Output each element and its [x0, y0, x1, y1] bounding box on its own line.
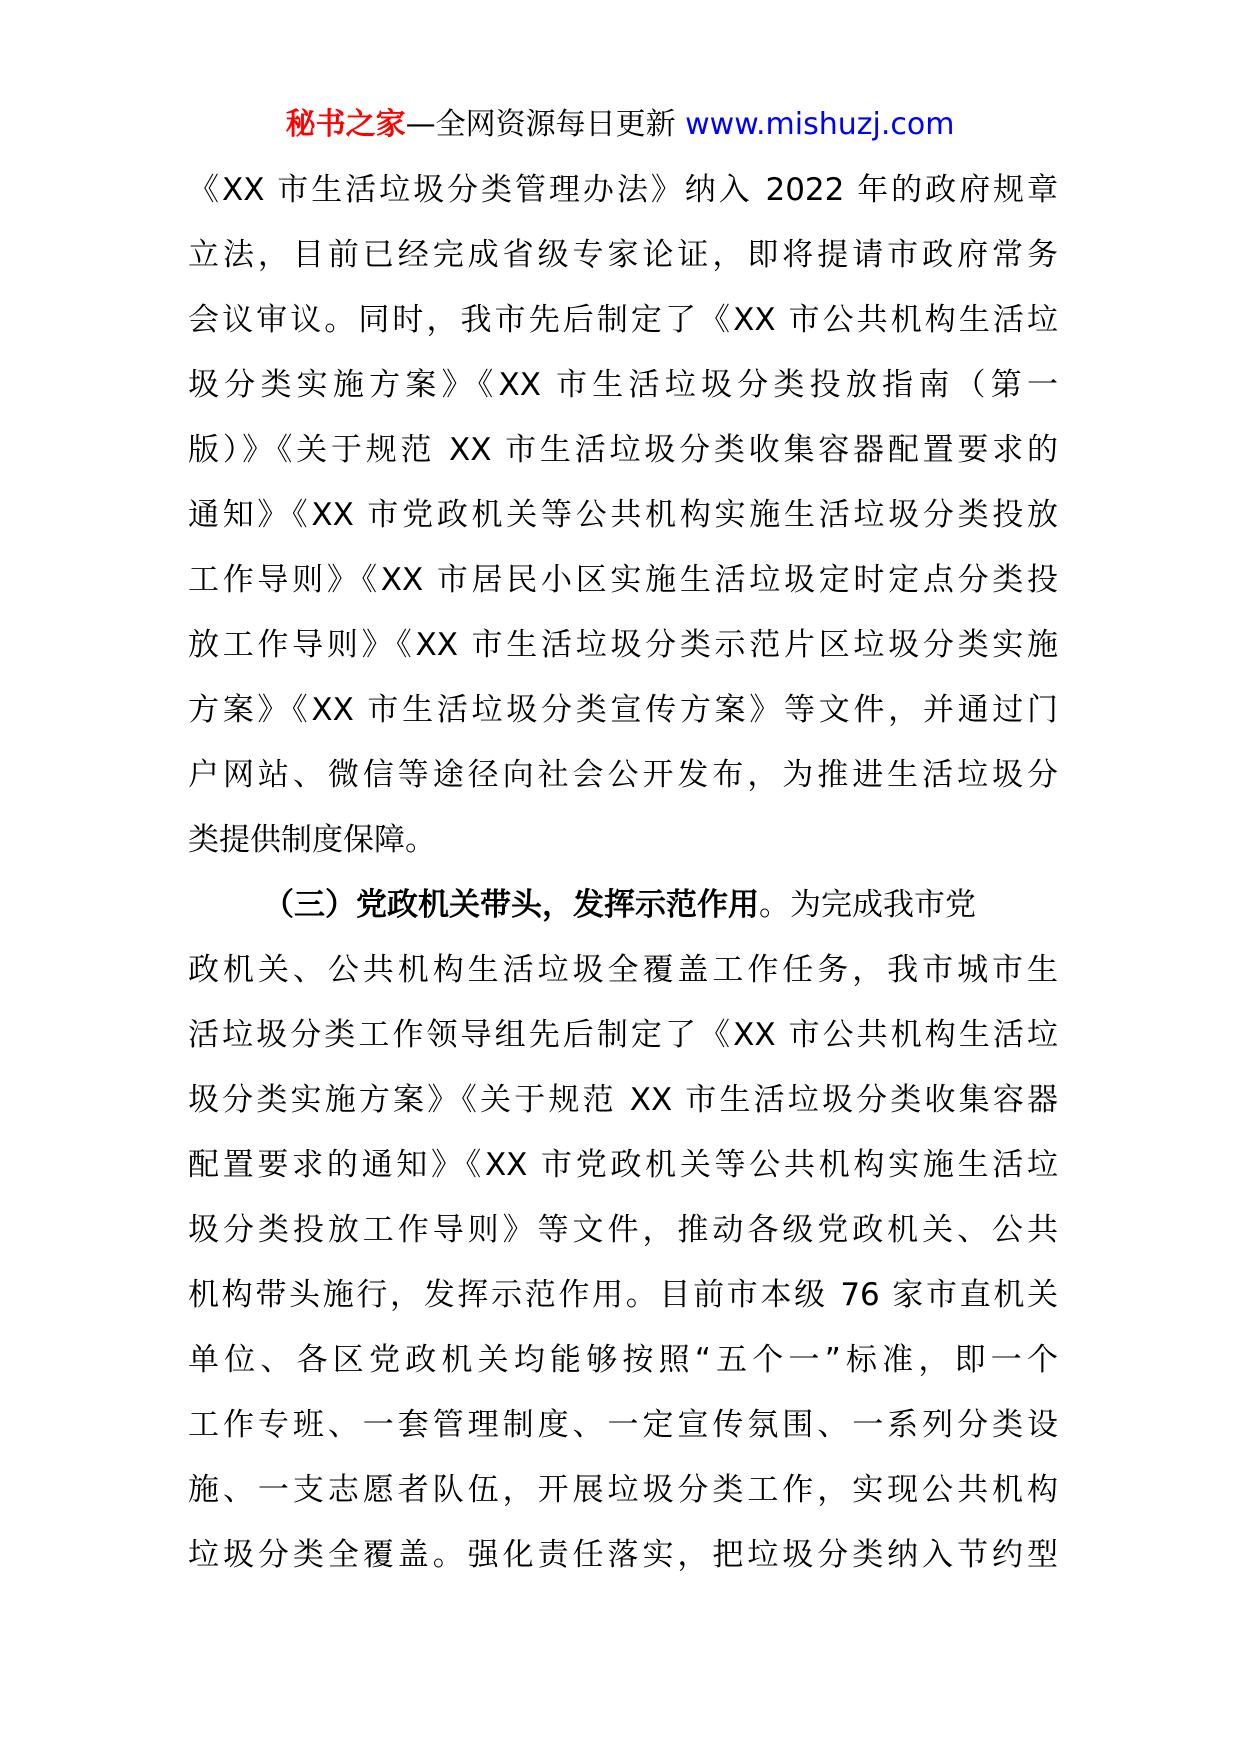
text-line: 机构带头施行，发挥示范作用。目前市本级 76 家市直机关 — [188, 1277, 1058, 1313]
text-line: 方案》《XX 市生活垃圾分类宣传方案》等文件，并通过门 — [188, 692, 1058, 728]
section-heading-rest: 。为完成我市党 — [759, 887, 976, 923]
text-line: 会议审议。同时，我市先后制定了《XX 市公共机构生活垃 — [188, 302, 1058, 338]
text-line: 圾分类投放工作导则》等文件，推动各级党政机关、公共 — [188, 1212, 1058, 1248]
text-line: 通知》《XX 市党政机关等公共机构实施生活垃圾分类投放 — [188, 497, 1058, 533]
text-line: 放工作导则》《XX 市生活垃圾分类示范片区垃圾分类实施 — [188, 627, 1058, 663]
document-body — [188, 158, 1058, 1588]
text-line: 户网站、微信等途径向社会公开发布，为推进生活垃圾分 — [188, 757, 1058, 793]
section-heading: （三）党政机关带头，发挥示范作用 — [263, 887, 759, 923]
site-url-link[interactable]: www.mishuzj.com — [685, 107, 955, 142]
text-line: 版）》《关于规范 XX 市生活垃圾分类收集容器配置要求的 — [188, 432, 1058, 468]
text-line: 垃圾分类全覆盖。强化责任落实，把垃圾分类纳入节约型 — [188, 1537, 1058, 1573]
text-line-first — [188, 873, 1058, 938]
text-line: 圾分类实施方案》《XX 市生活垃圾分类投放指南（第一 — [188, 367, 1058, 403]
paragraph-1 — [188, 158, 1058, 873]
page-header — [0, 100, 1240, 150]
text-line: 《XX 市生活垃圾分类管理办法》纳入 2022 年的政府规章 — [188, 172, 1058, 208]
site-tagline: —全网资源每日更新 — [405, 107, 686, 142]
text-line: 工作专班、一套管理制度、一定宣传氛围、一系列分类设 — [188, 1407, 1058, 1443]
text-line: 单位、各区党政机关均能够按照“五个一”标准，即一个 — [188, 1342, 1058, 1378]
text-line: 类提供制度保障。 — [188, 822, 436, 858]
text-line: 工作导则》《XX 市居民小区实施生活垃圾定时定点分类投 — [188, 562, 1058, 598]
site-name: 秘书之家 — [285, 107, 406, 142]
text-line: 配置要求的通知》《XX 市党政机关等公共机构实施生活垃 — [188, 1147, 1058, 1183]
paragraph-2 — [188, 873, 1058, 1588]
text-line: 圾分类实施方案》《关于规范 XX 市生活垃圾分类收集容器 — [188, 1082, 1058, 1118]
text-line: 施、一支志愿者队伍，开展垃圾分类工作，实现公共机构 — [188, 1472, 1058, 1508]
text-line: 立法，目前已经完成省级专家论证，即将提请市政府常务 — [188, 237, 1058, 273]
text-line: 政机关、公共机构生活垃圾全覆盖工作任务，我市城市生 — [188, 952, 1058, 988]
text-line: 活垃圾分类工作领导组先后制定了《XX 市公共机构生活垃 — [188, 1017, 1058, 1053]
